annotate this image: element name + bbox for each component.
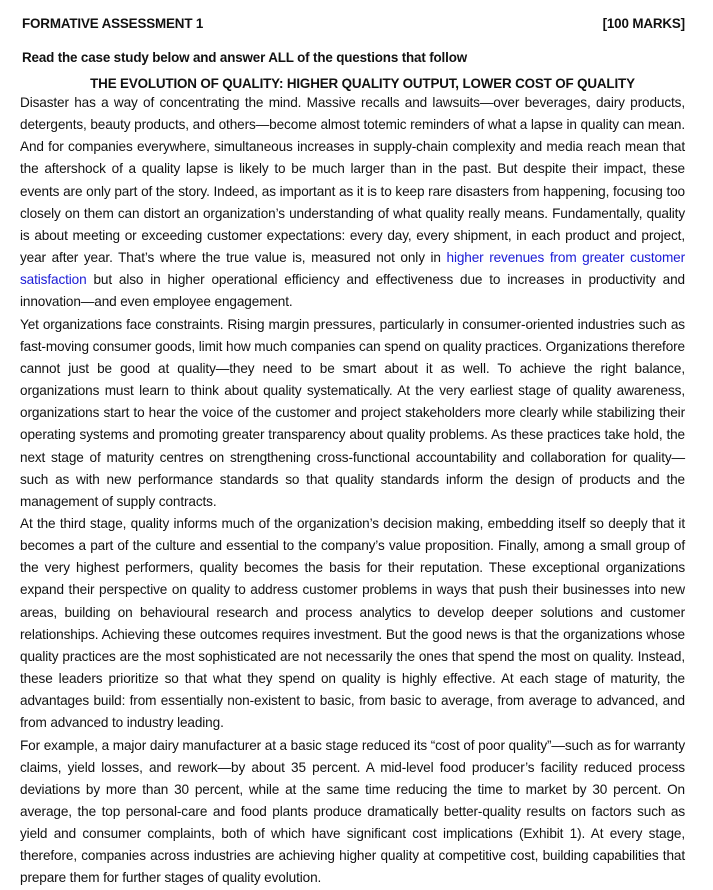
assessment-title: FORMATIVE ASSESSMENT 1 [22,16,204,31]
paragraph-3: At the third stage, quality informs much of the organization’s decision making, embedding itself so deeply that it becomes a part of the culture and essential to the company’s value proposition. Finally, among a small group of the very highest performers, quality becomes the basis for their reputation. These exceptional organizations expand their perspective on quality to address customer problems in ways that push their businesses into new areas, building on behavioural research and process analytics to develop deeper solutions and customer relationships. Achieving these outcomes requires investment. But the good news is that the organizations whose quality practices are the most sophisticated are not necessarily the ones that spend the most on quality. Instead, these leaders prioritize so that what they spend on quality is highly effective. At each stage of maturity, the advantages build: from essentially non-existent to basic, from basic to average, from average to advanced, and from advanced to industry leading. [20,515,685,731]
paragraph-1 [20,92,685,314]
total-marks: [100 MARKS] [602,16,685,31]
instructions: Read the case study below and answer ALL of the questions that follow [22,50,467,65]
paragraph-1-text-a: Disaster has a way of concentrating the mind. Massive recalls and lawsuits—over beverages, dairy products, detergents, beauty products, and others—become almost totemic reminders of what a lapse in quality can mean. And for companies everywhere, simultaneous increases in supply-chain complexity and media reach mean that the aftershock of a quality lapse is likely to be much larger than in the past. But despite their impact, these events are only part of the story. Indeed, as important as it is to keep rare disasters from happening, focusing too closely on them can distort an organization’s understanding of what quality really means. Fundamentally, quality is about meeting or exceeding customer expectations: every day, every shipment, in each product and project, year after year. That’s where the true value is, measured not only in [20,95,685,266]
paragraph-2: Yet organizations face constraints. Rising margin pressures, particularly in consumer-oriented industries such as fast-moving consumer goods, limit how much companies can spend on quality practices. Organizations therefore cannot just be good at quality—they need to be smart about it as well. To achieve the right balance, organizations must learn to think about quality systematically. At the very earliest stage of quality awareness, organizations start to hear the voice of the customer and project stakeholders more clearly while stabilizing their operating systems and promoting greater transparency about quality problems. As these practices take hold, the next stage of maturity centres on strengthening cross-functional accountability and collaboration for quality—such as with new performance standards so that quality standards inform the design of products and the management of supply contracts. [20,316,685,509]
case-study-body [20,92,685,890]
paragraph-4: For example, a major dairy manufacturer at a basic stage reduced its “cost of poor quality”—such as for warranty claims, yield losses, and rework—by about 35 percent. A mid-level food producer’s facility reduced process deviations by more than 30 percent, while at the same time reducing the time to market by 30 percent. On average, the top personal-care and food plants produce dramatically better-quality results on factors such as yield and consumer complaints, both of which have significant cost implications (Exhibit 1). At every stage, therefore, companies across industries are achieving higher quality at competitive cost, building capabilities that prepare them for further stages of quality evolution. [20,737,685,886]
document-header [20,16,685,31]
paragraph-1-text-b: but also in higher operational efficiency and effectiveness due to increases in productivity and innovation—and even employee engagement. [20,272,685,310]
customer-satisfaction-link[interactable]: higher revenues from greater customer satisfaction [20,250,685,288]
case-study-title: THE EVOLUTION OF QUALITY: HIGHER QUALITY OUTPUT, LOWER COST OF QUALITY [90,76,635,91]
